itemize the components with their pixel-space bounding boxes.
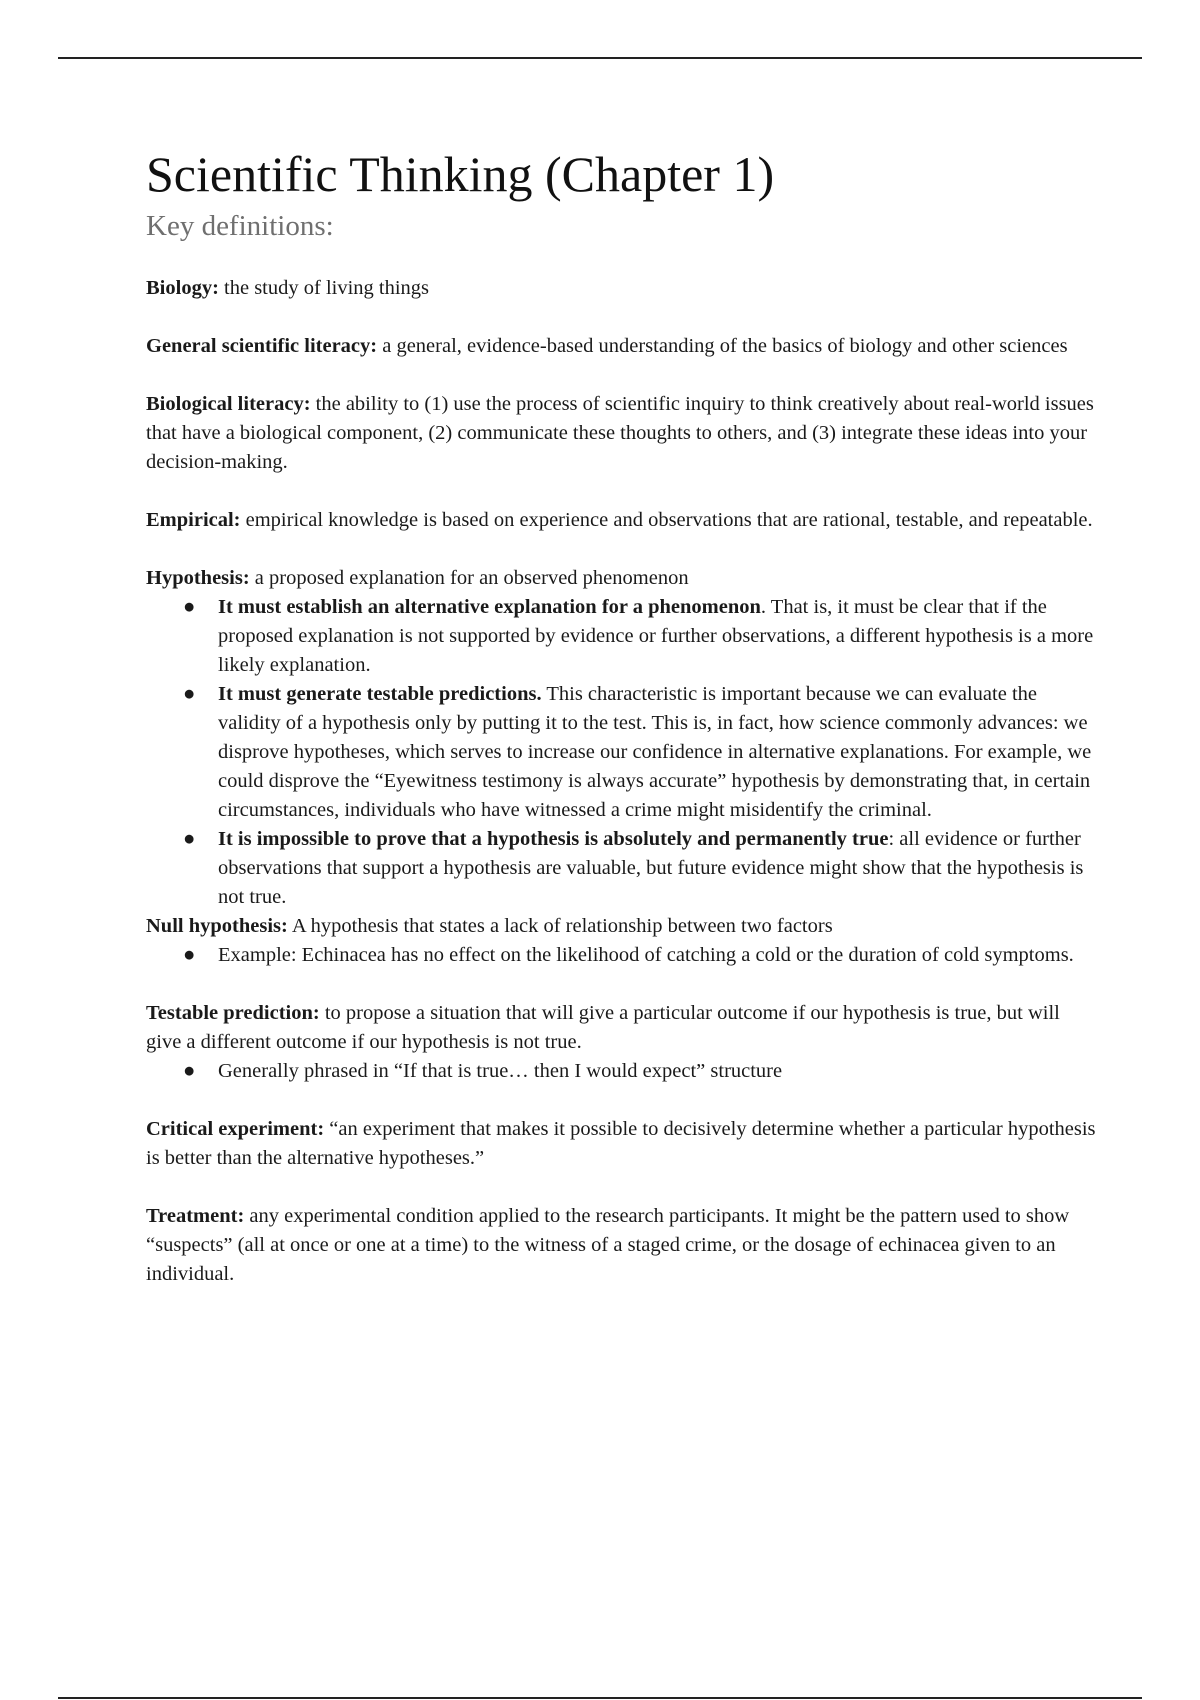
bullet-text: . That is, it must be clear that if the proposed explanation is not supported by evidence or further observations, a different hypothesis is a more likely explanation. [218, 596, 1094, 676]
list-item [146, 680, 1096, 825]
definition-text: the ability to (1) use the process of scientific inquiry to think creatively about real-world issues that have a biological component, (2) communicate these thoughts to others, and (3) integrate these ideas into your decision-making. [146, 393, 1094, 473]
bullet-bold: It must generate testable predictions. [218, 683, 542, 705]
definition-testable-prediction [146, 999, 1096, 1057]
bullet-bold: It is impossible to prove that a hypothesis is absolutely and permanently true [218, 828, 889, 850]
definition-null-hypothesis [146, 912, 1096, 941]
definition-text: “an experiment that makes it possible to decisively determine whether a particular hypothesis is better than the alternative hypotheses.” [146, 1118, 1096, 1169]
definition-biological-literacy [146, 390, 1096, 477]
document-page [146, 142, 1096, 1289]
definition-biology [146, 274, 1096, 303]
definition-text: any experimental condition applied to the research participants. It might be the pattern used to show “suspects” (all at once or one at a time) to the witness of a staged crime, or the dosage of echinacea given to an individual. [146, 1205, 1070, 1285]
term-label: Null hypothesis: [146, 915, 288, 937]
list-item [146, 1057, 1096, 1086]
term-label: Biology: [146, 277, 219, 299]
definition-empirical [146, 506, 1096, 535]
bullet-text: Example: Echinacea has no effect on the likelihood of catching a cold or the duration of cold symptoms. [218, 944, 1074, 966]
bottom-divider [58, 1697, 1142, 1699]
testable-prediction-bullets [146, 1057, 1096, 1086]
list-item [146, 593, 1096, 680]
definitions-list [146, 274, 1096, 1289]
page-title: Scientific Thinking (Chapter 1) [146, 146, 775, 202]
definition-general-scientific-literacy [146, 332, 1096, 361]
hypothesis-bullets [146, 593, 1096, 912]
definition-treatment [146, 1202, 1096, 1289]
bullet-icon: ● [183, 828, 196, 850]
bullet-bold: It must establish an alternative explanation for a phenomenon [218, 596, 761, 618]
list-item [146, 825, 1096, 912]
top-divider [58, 57, 1142, 59]
definition-text: a proposed explanation for an observed phenomenon [249, 567, 689, 589]
bullet-icon: ● [183, 1060, 196, 1082]
definition-text: the study of living things [218, 277, 430, 299]
definition-text: A hypothesis that states a lack of relationship between two factors [287, 915, 833, 937]
term-label: Treatment: [146, 1205, 245, 1227]
page-subtitle: Key definitions: [146, 210, 334, 242]
term-label: General scientific literacy: [146, 335, 378, 357]
definition-hypothesis [146, 564, 1096, 593]
null-hypothesis-bullets [146, 941, 1096, 970]
term-label: Critical experiment: [146, 1118, 325, 1140]
term-label: Testable prediction: [146, 1002, 320, 1024]
term-label: Biological literacy: [146, 393, 311, 415]
term-label: Empirical: [146, 509, 241, 531]
bullet-icon: ● [183, 596, 196, 618]
definition-text: a general, evidence-based understanding of the basics of biology and other sciences [377, 335, 1068, 357]
term-label: Hypothesis: [146, 567, 250, 589]
definition-text: to propose a situation that will give a particular outcome if our hypothesis is true, but will give a different outcome if our hypothesis is not true. [146, 1002, 1060, 1053]
definition-critical-experiment [146, 1115, 1096, 1173]
bullet-text: This characteristic is important because we can evaluate the validity of a hypothesis only by putting it to the test. This is, in fact, how science commonly advances: we disprove hypotheses, which serves to increase our confidence in alternative explanations. For example, we could disprove the “Eyewitness testimony is always accurate” hypothesis by demonstrating that, in certain circumstances, individuals who have witnessed a crime might misidentify the criminal. [218, 683, 1092, 821]
definition-text: empirical knowledge is based on experience and observations that are rational, testable, and repeatable. [240, 509, 1093, 531]
list-item [146, 941, 1096, 970]
bullet-text: Generally phrased in “If that is true… then I would expect” structure [218, 1060, 783, 1082]
bullet-icon: ● [183, 683, 196, 705]
bullet-text: : all evidence or further observations that support a hypothesis are valuable, but future evidence might show that the hypothesis is not true. [218, 828, 1084, 908]
bullet-icon: ● [183, 944, 196, 966]
